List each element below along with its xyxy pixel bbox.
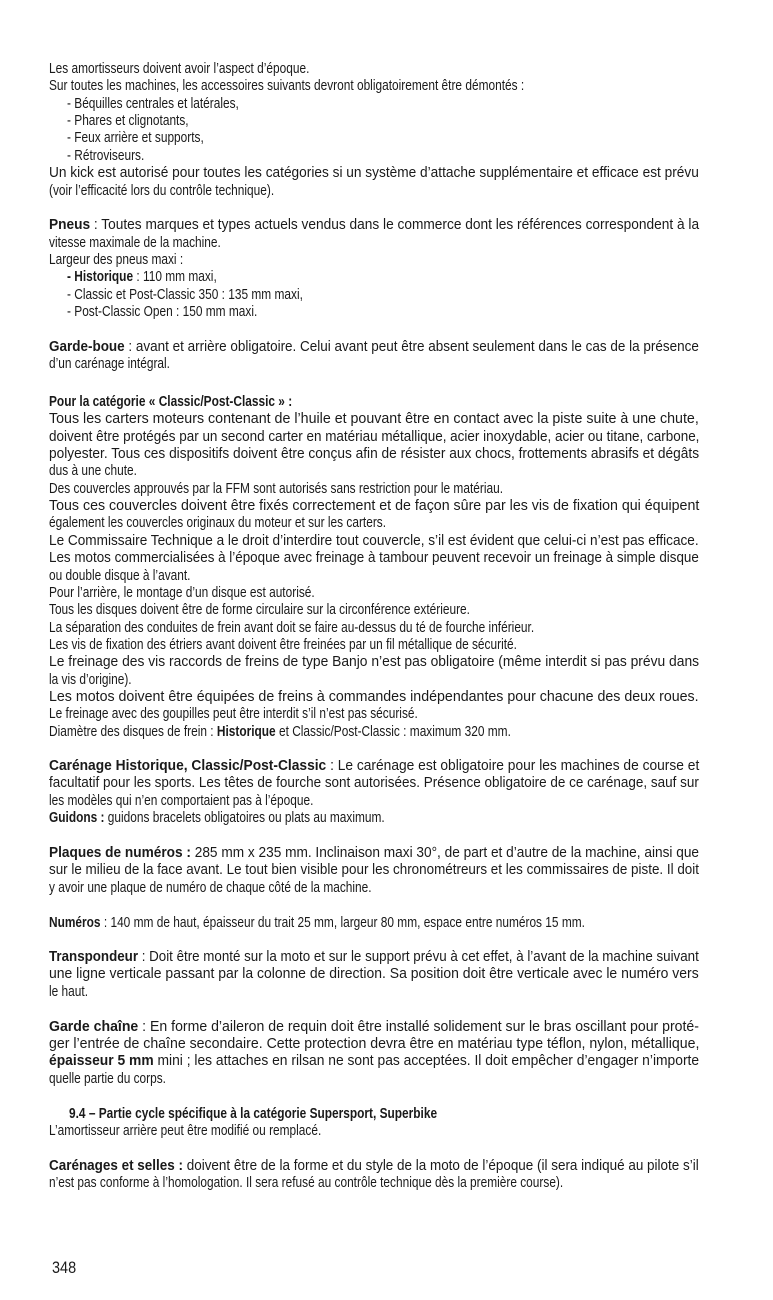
text-line — [49, 1035, 699, 1053]
bold-term: Historique — [216, 724, 276, 740]
text-run: vitesse maximale de la machine. — [49, 235, 221, 251]
text-line — [49, 688, 699, 706]
text-line — [67, 129, 204, 147]
text-run: dus à une chute. — [49, 463, 137, 479]
text-line — [49, 757, 699, 775]
text-line — [49, 355, 170, 373]
text-line — [49, 861, 699, 879]
text-line — [49, 251, 183, 269]
text-line — [49, 584, 315, 602]
text-line — [49, 60, 309, 78]
text-run: : avant et arrière obligatoire. Celui avant peut être absent seulement dans le cas de la présence — [124, 339, 699, 355]
text-run: : Le carénage est obligatoire pour les machines de course et — [326, 758, 700, 774]
text-run: facultatif pour les sports. Les têtes de fourche sont autorisées. Présence obligatoire de ce carénage, sauf sur — [49, 775, 699, 791]
text-run: guidons bracelets obligatoires ou plats au maximum. — [104, 810, 385, 826]
text-run: ger l’entrée de chaîne secondaire. Cette protection devra être en matériau type téflon, nylon, métallique, — [49, 1036, 700, 1052]
text-line — [49, 914, 585, 932]
text-line — [49, 636, 517, 654]
text-line — [49, 844, 699, 862]
text-line — [49, 671, 132, 689]
text-line — [49, 1070, 166, 1088]
text-run: - Rétroviseurs. — [67, 148, 145, 164]
text-line — [49, 216, 699, 234]
text-line — [67, 303, 257, 321]
text-run: : 110 mm maxi, — [133, 269, 217, 285]
text-line — [49, 393, 292, 411]
text-run: les modèles qui n’en comportaient pas à l’époque. — [49, 793, 314, 809]
text-run: Le freinage avec des goupilles peut être interdit s’il n’est pas sécurisé. — [49, 706, 418, 722]
text-line — [49, 601, 470, 619]
text-run: Les vis de fixation des étriers avant doivent être freinées par un fil métallique de sécurité. — [49, 637, 517, 653]
text-line — [67, 286, 303, 304]
text-run: y avoir une plaque de numéro de chaque côté de la machine. — [49, 880, 372, 896]
text-run: ou double disque à l’avant. — [49, 568, 191, 584]
text-line — [49, 480, 503, 498]
page-number: 348 — [52, 1258, 77, 1277]
text-run: la vis d’origine). — [49, 672, 132, 688]
bold-term: - Historique — [67, 269, 134, 285]
text-run: Les motos doivent être équipées de freins à commandes indépendantes pour chacune des deux roues. — [49, 689, 699, 705]
text-line — [49, 514, 386, 532]
text-line — [67, 112, 189, 130]
text-run: polyester. Tous ces dispositifs doivent être conçus afin de résister aux chocs, frottements abrasifs et dégâts — [49, 446, 700, 462]
text-line — [49, 809, 385, 827]
text-run: quelle partie du corps. — [49, 1071, 166, 1087]
text-line — [69, 1105, 437, 1123]
bold-term: Pour la catégorie « Classic/Post-Classic » : — [49, 394, 293, 410]
text-line — [67, 268, 217, 286]
text-run: 285 mm x 235 mm. Inclinaison maxi 30°, de part et d’autre de la machine, ainsi que — [190, 845, 700, 861]
bold-term: Guidons : — [49, 810, 105, 826]
bold-term: Plaques de numéros : — [49, 845, 191, 861]
text-run: et Classic/Post-Classic : maximum 320 mm. — [275, 724, 511, 740]
text-line — [49, 428, 699, 446]
text-run: doivent être protégés par un second carter en matériau métallique, acier inoxydable, acier ou titane, carbone, — [49, 429, 700, 445]
text-run: : En forme d’aileron de requin doit être installé solidement sur le bras oscillant pour proté- — [138, 1019, 699, 1035]
text-run: doivent être de la forme et du style de la moto de l’époque (il sera indiqué au pilote s’il — [182, 1158, 699, 1174]
text-line — [49, 1018, 699, 1036]
bold-term: 9.4 – Partie cycle spécifique à la catégorie Supersport, Superbike — [69, 1106, 438, 1122]
text-line — [49, 77, 524, 95]
text-line — [49, 1157, 699, 1175]
bold-term: Garde-boue — [49, 339, 125, 355]
text-run: le haut. — [49, 984, 89, 1000]
bold-term: épaisseur 5 mm — [49, 1053, 154, 1069]
bold-term: Garde chaîne — [49, 1019, 139, 1035]
text-line — [49, 338, 699, 356]
text-line — [49, 182, 274, 200]
text-line — [49, 164, 699, 182]
text-run: Le Commissaire Technique a le droit d’interdire tout couvercle, s’il est évident que celui-ci n’est pas efficace. — [49, 533, 699, 549]
text-line — [49, 774, 699, 792]
text-line — [49, 1174, 563, 1192]
text-run: mini ; les attaches en rilsan ne sont pas acceptées. Il doit empêcher d’engager n’importe — [153, 1053, 700, 1069]
text-run: Tous ces couvercles doivent être fixés correctement et de façon sûre par les vis de fixation qui équipent — [49, 498, 700, 514]
text-line — [49, 532, 699, 550]
text-run: une ligne verticale passant par la colonne de direction. Sa position doit être verticale avec le numéro vers — [49, 966, 699, 982]
text-line — [67, 147, 144, 165]
text-run: Des couvercles approuvés par la FFM sont autorisés sans restriction pour le matériau. — [49, 481, 503, 497]
text-line — [49, 965, 699, 983]
text-run: - Phares et clignotants, — [67, 113, 189, 129]
text-run: sur le milieu de la face avant. Le tout bien visible pour les chronométreurs et les commissaires de piste. Il doit — [49, 862, 699, 878]
bold-term: Carénage Historique, Classic/Post-Classic — [49, 758, 327, 774]
text-run: n’est pas conforme à l’homologation. Il sera refusé au contrôle technique dès la première course). — [49, 1175, 564, 1191]
text-line — [49, 549, 699, 567]
text-line — [49, 234, 221, 252]
text-run: - Classic et Post-Classic 350 : 135 mm maxi, — [67, 287, 303, 303]
text-run: : Toutes marques et types actuels vendus dans le commerce dont les références correspondent à la — [90, 217, 700, 233]
text-run: Pour l’arrière, le montage d’un disque est autorisé. — [49, 585, 315, 601]
text-line — [49, 879, 372, 897]
text-line — [49, 567, 190, 585]
text-run: Tous les disques doivent être de forme circulaire sur la circonférence extérieure. — [49, 602, 470, 618]
text-line — [49, 1052, 699, 1070]
text-line — [49, 983, 88, 1001]
text-run: Sur toutes les machines, les accessoires suivants devront obligatoirement être démontés : — [49, 78, 525, 94]
text-run: d’un carénage intégral. — [49, 356, 170, 372]
bold-term: Numéros — [49, 915, 101, 931]
text-run: - Feux arrière et supports, — [67, 130, 204, 146]
text-line — [49, 410, 699, 428]
text-line — [49, 445, 699, 463]
text-run: Diamètre des disques de frein : — [49, 724, 217, 740]
text-run: Tous les carters moteurs contenant de l’huile et pouvant être en contact avec la piste suite à une chute, — [49, 411, 699, 427]
bold-term: Carénages et selles : — [49, 1158, 183, 1174]
text-line — [49, 1122, 321, 1140]
text-line — [49, 705, 418, 723]
text-run: (voir l’efficacité lors du contrôle technique). — [49, 183, 275, 199]
text-run: - Post-Classic Open : 150 mm maxi. — [67, 304, 258, 320]
text-run: : 140 mm de haut, épaisseur du trait 25 mm, largeur 80 mm, espace entre numéros 15 mm. — [100, 915, 585, 931]
text-run: : Doit être monté sur la moto et sur le support prévu à cet effet, à l’avant de la machine suivant — [138, 949, 699, 965]
text-run: La séparation des conduites de frein avant doit se faire au-dessus du té de fourche inférieur. — [49, 620, 535, 636]
text-line — [49, 792, 313, 810]
text-run: Les motos commercialisées à l’époque avec freinage à tambour peuvent recevoir un freinage à simple disque — [49, 550, 699, 566]
bold-term: Transpondeur — [49, 949, 139, 965]
text-line — [49, 948, 699, 966]
text-run: - Béquilles centrales et latérales, — [67, 96, 239, 112]
text-line — [49, 497, 699, 515]
text-run: Un kick est autorisé pour toutes les catégories si un système d’attache supplémentaire et efficace est prévu — [49, 165, 699, 181]
text-run: Largeur des pneus maxi : — [49, 252, 184, 268]
text-line — [49, 462, 137, 480]
text-run: également les couvercles originaux du moteur et sur les carters. — [49, 515, 387, 531]
text-line — [67, 95, 239, 113]
bold-term: Pneus — [49, 217, 91, 233]
text-line — [49, 723, 511, 741]
text-line — [49, 653, 699, 671]
text-run: Les amortisseurs doivent avoir l’aspect d’époque. — [49, 61, 310, 77]
text-run: Le freinage des vis raccords de freins de type Banjo n’est pas obligatoire (même interdit si pas prévu dans — [49, 654, 700, 670]
text-line — [49, 619, 534, 637]
text-run: L’amortisseur arrière peut être modifié ou remplacé. — [49, 1123, 322, 1139]
